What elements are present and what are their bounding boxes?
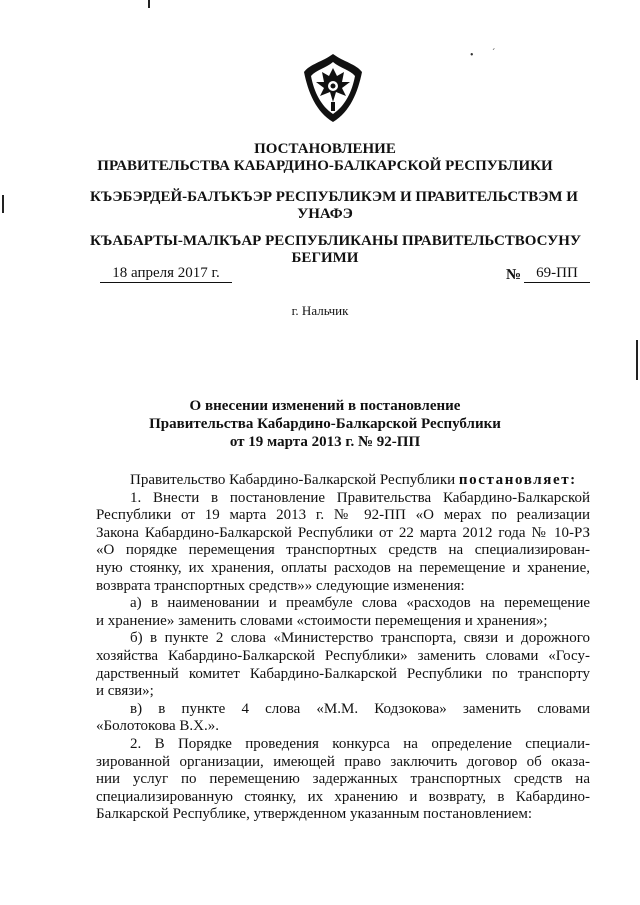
pc-line: в) в пункте 4 слова «М.М. Кодзокова» заменить словами bbox=[130, 700, 590, 717]
document-title bbox=[90, 397, 560, 451]
pb-line: б) в пункте 2 слова «Министерство транспорта, связи и дорожного bbox=[130, 630, 590, 647]
document-number: 69-ПП bbox=[524, 264, 590, 283]
document-date: 18 апреля 2017 г. bbox=[100, 264, 232, 283]
header-ru-line-1: ПОСТАНОВЛЕНИЕ bbox=[254, 141, 396, 157]
p1-line: «О порядке перемещения транспортных средств на специализирован- bbox=[96, 542, 590, 559]
scan-speck: ˊ bbox=[492, 48, 496, 59]
header-kbd-line-1: КЪЭБЭРДЕЙ-БАЛЪКЪЭР РЕСПУБЛИКЭМ И ПРАВИТЕЛЬСТВЭМ И bbox=[90, 189, 578, 205]
header-krc-line-2: БЕГИМИ bbox=[291, 250, 359, 266]
p1-line: 1. Внести в постановление Правительства Кабардино-Балкарской bbox=[130, 489, 590, 506]
header-kbd-line-2: УНАФЭ bbox=[297, 206, 353, 222]
title-line-3: от 19 марта 2013 г. № 92-ПП bbox=[229, 434, 421, 450]
scan-speck: • bbox=[470, 50, 474, 61]
p2-line: 2. В Порядке проведения конкурса на определение специали- bbox=[130, 735, 590, 752]
header-krc-line-1: КЪАБАРТЫ-МАЛКЪАР РЕСПУБЛИКАНЫ ПРАВИТЕЛЬСТВОСУНУ bbox=[90, 233, 581, 249]
pb-line: хозяйства Кабардино-Балкарской Республики» заменить словами «Госу- bbox=[96, 647, 590, 664]
intro-text: Правительство Кабардино-Балкарской Республики bbox=[130, 472, 456, 488]
pb-line: дарственный комитет Кабардино-Балкарской Республики по транспорту bbox=[96, 665, 590, 682]
header-ru-line-2: ПРАВИТЕЛЬСТВА КАБАРДИНО-БАЛКАРСКОЙ РЕСПУБЛИКИ bbox=[97, 158, 553, 174]
pa-line: и хранение» заменить словами «стоимости перемещения и хранения»; bbox=[96, 612, 548, 629]
title-line-1: О внесении изменений в постановление bbox=[189, 398, 461, 414]
pa-line: а) в наименовании и преамбуле слова «расходов на перемещение bbox=[130, 595, 590, 612]
document-body bbox=[96, 472, 590, 824]
p1-line: Республики от 19 марта 2013 г. № 92-ПП «О мерах по реализации bbox=[96, 507, 590, 524]
pc-line: «Болотокова В.Х.». bbox=[96, 718, 219, 735]
p2-line: зированной организации, имеющей право заключить договор об оказа- bbox=[96, 753, 590, 770]
header-kabardian bbox=[90, 189, 578, 223]
header-russian bbox=[90, 141, 560, 175]
p1-line: ную стоянку, их хранения, оплаты расходов на перемещение и хранение, bbox=[96, 559, 590, 576]
scan-edge-mark bbox=[636, 340, 638, 380]
p2-line: Балкарской Республике, утвержденном указанным постановлением: bbox=[96, 806, 533, 823]
pb-line: и связи»; bbox=[96, 683, 154, 700]
p2-line: нии услуг по перемещению задержанных транспортных средств на bbox=[96, 771, 590, 788]
header-balkar bbox=[90, 233, 581, 267]
p1-line: возврата транспортных средств»» следующие изменения: bbox=[96, 577, 465, 594]
scan-edge-mark bbox=[148, 0, 150, 8]
scan-edge-mark bbox=[2, 195, 4, 213]
p2-line: специализированную стоянку, их хранению и возврату, в Кабардино- bbox=[96, 788, 590, 805]
title-line-2: Правительства Кабардино-Балкарской Республики bbox=[149, 416, 501, 432]
intro-verb: постановляет: bbox=[458, 472, 577, 488]
p1-line: Закона Кабардино-Балкарской Республики от 22 марта 2012 года № 10-РЗ bbox=[96, 524, 590, 541]
city: г. Нальчик bbox=[291, 303, 349, 318]
number-label: № bbox=[506, 267, 522, 283]
intro-line bbox=[96, 472, 590, 490]
coat-of-arms-emblem bbox=[302, 52, 364, 124]
